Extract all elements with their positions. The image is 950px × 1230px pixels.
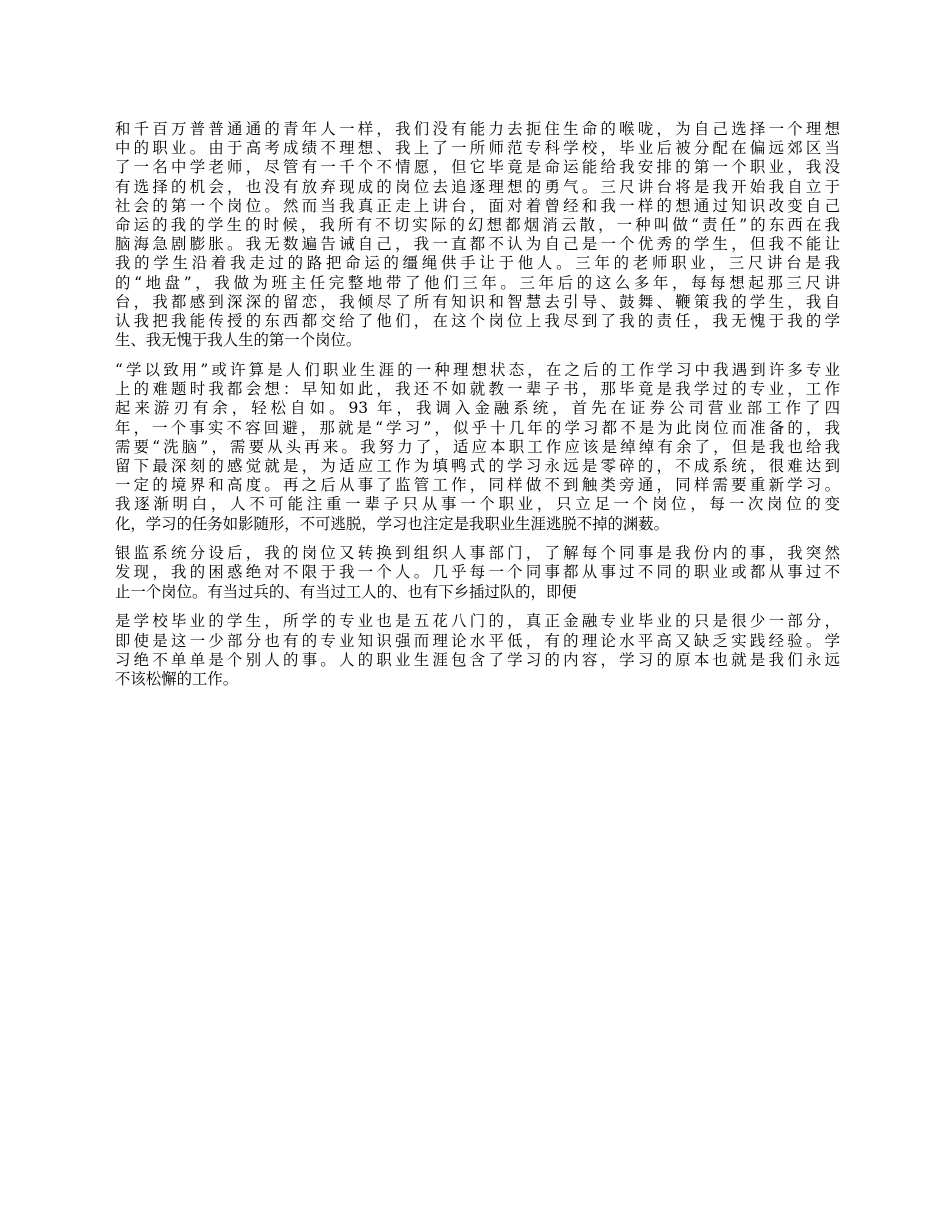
document-body [115,120,840,700]
text-line: 我逐渐明白，人不可能注重一辈子只从事一个职业，只立足一个岗位，每一次岗位的变 [115,495,840,514]
text-line: 不该松懈的工作。 [115,669,239,688]
text-line: 化，学习的任务如影随形，不可逃脱，学习也注定是我职业生涯逃脱不掉的渊薮。 [115,514,670,533]
text-line: 上的难题时我都会想：早知如此，我还不如就教一辈子书，那毕竟是我学过的专业，工作 [115,380,840,399]
text-line: 我的学生沿着我走过的路把命运的缰绳供手让于他人。三年的老师职业，三尺讲台是我 [115,254,840,273]
text-line: 银监系统分设后，我的岗位又转换到组织人事部门，了解每个同事是我份内的事，我突然 [115,544,840,563]
text-line: 止一个岗位。有当过兵的、有当过工人的、也有下乡插过队的，即便 [115,582,577,601]
text-line: 台，我都感到深深的留恋，我倾尽了所有知识和智慧去引导、鼓舞、鞭策我的学生，我自 [115,292,840,311]
text-line: 社会的第一个岗位。然而当我真正走上讲台，面对着曾经和我一样的想通过知识改变自己 [115,196,840,215]
text-line: 习绝不单单是个别人的事。人的职业生涯包含了学习的内容，学习的原本也就是我们永远 [115,650,840,669]
paragraph-4 [115,612,840,689]
text-line: 即使是这一少部分也有的专业知识强而理论水平低，有的理论水平高又缺乏实践经验。学 [115,631,840,650]
text-line: 留下最深刻的感觉就是，为适应工作为填鸭式的学习永远是零碎的，不成系统，很难达到 [115,456,840,475]
text-line: 了一名中学老师，尽管有一千个不情愿，但它毕竟是命运能给我安排的第一个职业，我没 [115,158,840,177]
text-line: 命运的我的学生的时候，我所有不切实际的幻想都烟消云散，一种叫做“责任”的东西在我 [115,216,840,235]
text-line: “学以致用”或许算是人们职业生涯的一种理想状态，在之后的工作学习中我遇到许多专业 [115,360,840,379]
text-line: 需要“洗脑”，需要从头再来。我努力了，适应本职工作应该是绰绰有余了，但是我也给我 [115,437,840,456]
text-line: 是学校毕业的学生，所学的专业也是五花八门的，真正金融专业毕业的只是很少一部分， [115,612,840,631]
text-line: 脑海急剧膨胀。我无数遍告诫自己，我一直都不认为自己是一个优秀的学生，但我不能让 [115,235,840,254]
text-line: 中的职业。由于高考成绩不理想、我上了一所师范专科学校，毕业后被分配在偏远郊区当 [115,139,840,158]
paragraph-2 [115,361,840,534]
text-line: 起来游刃有余，轻松自如。93 年，我调入金融系统，首先在证券公司营业部工作了四 [115,399,840,418]
text-line: 有选择的机会，也没有放弃现成的岗位去追逐理想的勇气。三尺讲台将是我开始我自立于 [115,177,840,196]
text-line: 生、我无愧于我人生的第一个岗位。 [115,331,362,350]
text-line: 一定的境界和高度。再之后从事了监管工作，同样做不到触类旁通，同样需要重新学习。 [115,476,840,495]
text-line: 的“地盘”，我做为班主任完整地带了他们三年。三年后的这么多年，每每想起那三尺讲 [115,273,840,292]
text-line: 发现，我的困惑绝对不限于我一个人。几乎每一个同事都从事过不同的职业或都从事过不 [115,563,840,582]
text-line: 认我把我能传授的东西都交给了他们，在这个岗位上我尽到了我的责任，我无愧于我的学 [115,312,840,331]
text-line: 年，一个事实不容回避，那就是“学习”，似乎十几年的学习都不是为此岗位而准备的，我 [115,418,840,437]
text-line: 和千百万普普通通的青年人一样，我们没有能力去扼住生命的喉咙，为自己选择一个理想 [115,120,840,138]
paragraph-3 [115,544,840,602]
paragraph-1 [115,120,840,350]
